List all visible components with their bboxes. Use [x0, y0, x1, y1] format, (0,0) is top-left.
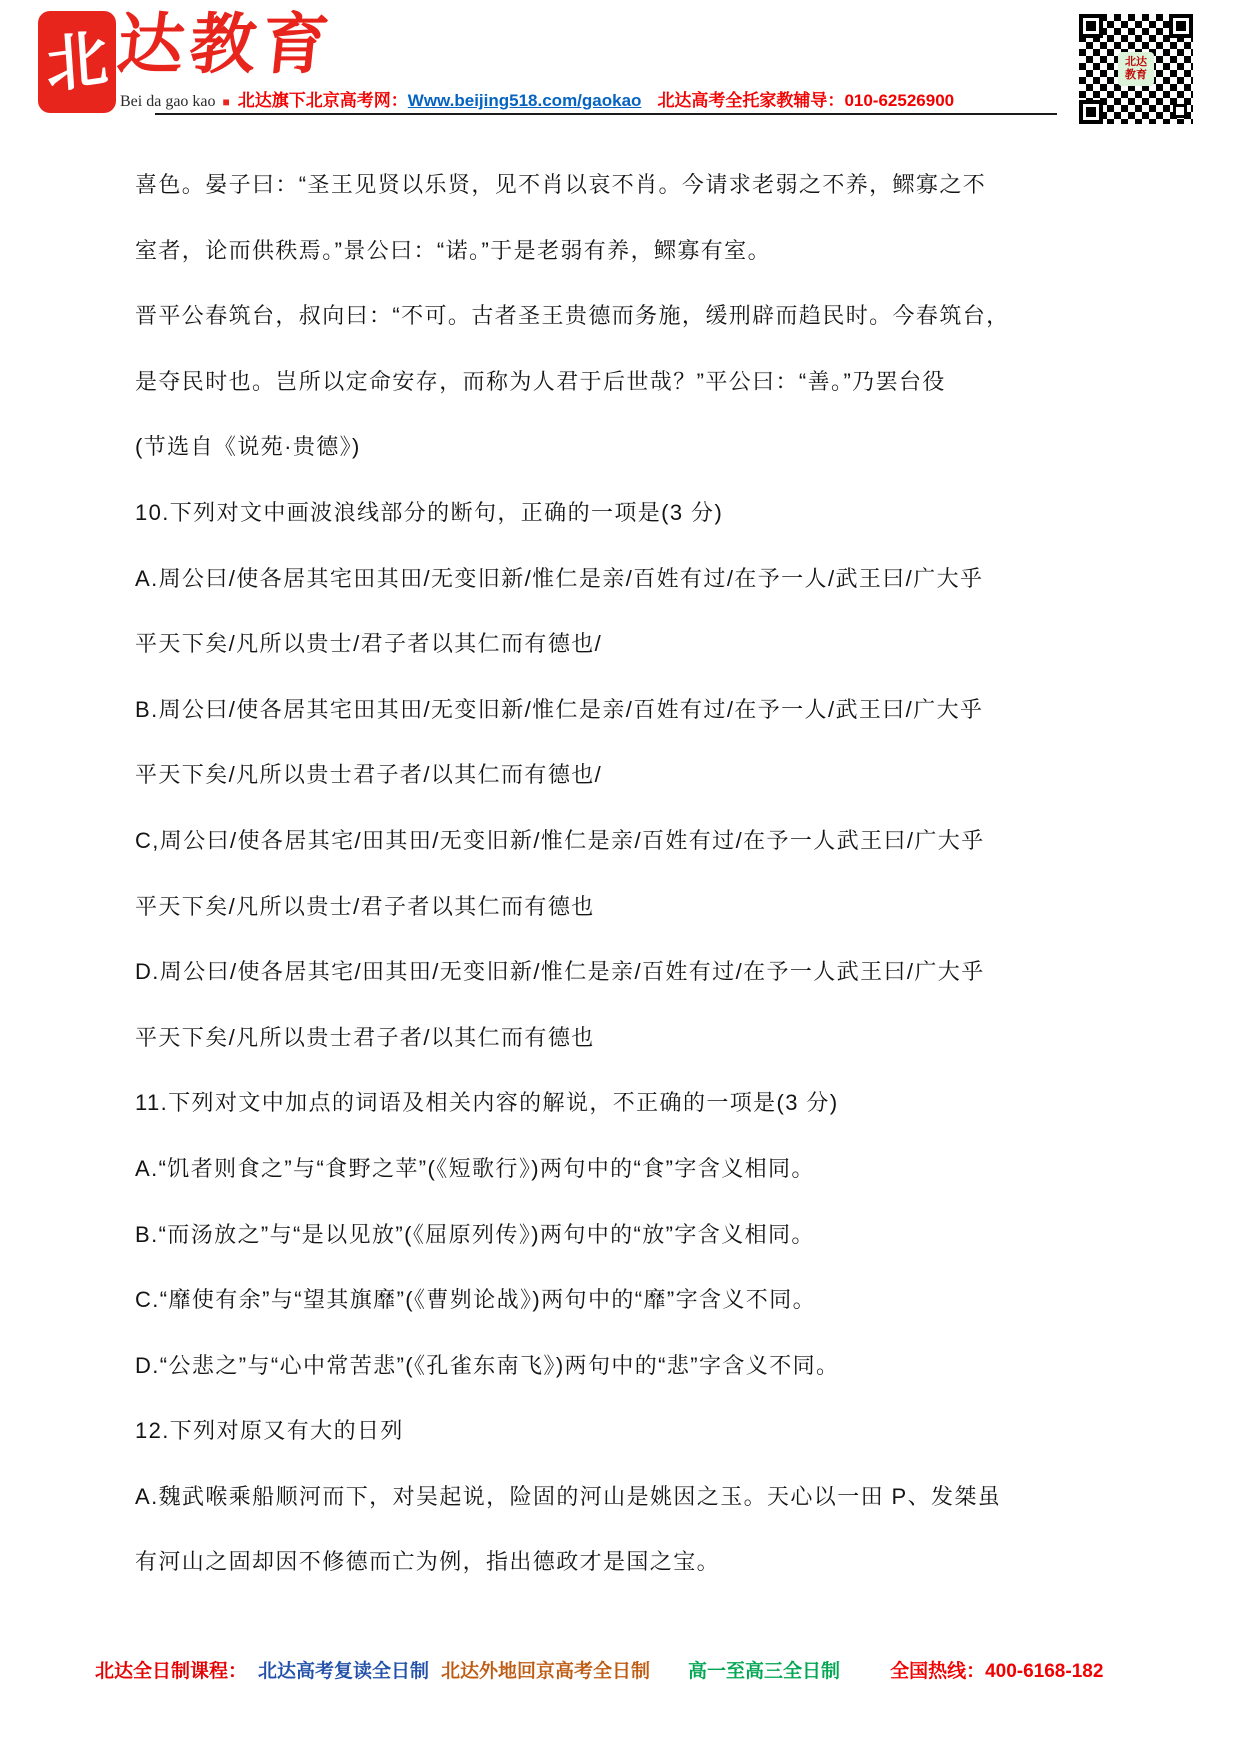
qr-finder-top-right	[1169, 14, 1193, 38]
qr-label-line1: 北达	[1125, 55, 1147, 69]
question-11-stem: 11.下列对文中加点的词语及相关内容的解说，不正确的一项是(3 分)	[135, 1090, 839, 1116]
footer-course-1: 北达高考复读全日制	[258, 1661, 430, 1682]
question-12-option-a: A.魏武喉乘船顺河而下，对吴起说，险固的河山是姚因之玉。天心以一田 P、发桀虽	[135, 1483, 1002, 1509]
question-10-option-a: A.周公曰/使各居其宅田其田/无变旧新/惟仁是亲/百姓有过/在予一人/武王曰/广大乎	[135, 565, 984, 591]
question-10-option-c: C,周公曰/使各居其宅/田其田/无变旧新/惟仁是亲/百姓有过/在予一人武王曰/广大乎	[135, 827, 985, 853]
question-10-option-d: D.周公曰/使各居其宅/田其田/无变旧新/惟仁是亲/百姓有过/在予一人武王曰/广大乎	[135, 959, 985, 985]
question-11-option-c: C.“靡使有余”与“望其旗靡”(《曹刿论战》)两句中的“靡”字含义不同。	[135, 1287, 817, 1313]
qr-center-label	[1118, 52, 1154, 86]
question-10-option-d-cont: 平天下矣/凡所以贵士君子者/以其仁而有德也	[135, 1024, 595, 1050]
logo-seal-icon	[40, 13, 114, 111]
footer	[95, 1656, 1195, 1683]
passage-line: 喜色。晏子曰：“圣王见贤以乐贤，见不肖以哀不肖。今请求老弱之不养，鳏寡之不	[135, 172, 987, 197]
qr-label-line2: 教育	[1125, 68, 1147, 81]
red-square-icon: ■	[222, 95, 230, 109]
question-10-option-a-cont: 平天下矣/凡所以贵士/君子者以其仁而有德也/	[135, 631, 603, 657]
question-10-option-c-cont: 平天下矣/凡所以贵士/君子者以其仁而有德也	[135, 893, 595, 919]
passage-line: 是夺民时也。岂所以定命安存，而称为人君于后世哉？”平公曰：“善。”乃罢台役	[135, 368, 946, 394]
header-tagline-row	[120, 86, 954, 111]
question-12-option-a-cont: 有河山之固却因不修德而亡为例，指出德政才是国之宝。	[135, 1549, 721, 1575]
qr-finder-top-left	[1079, 14, 1103, 38]
tagline-suffix: 北达高考全托家教辅导：	[657, 91, 845, 110]
brand-subtitle: Bei da gao kao	[120, 93, 216, 110]
logo-seal-char: 北	[43, 20, 111, 103]
question-10-option-b: B.周公曰/使各居其宅田其田/无变旧新/惟仁是亲/百姓有过/在予一人/武王曰/广大乎	[135, 696, 984, 722]
footer-course-3: 高一至高三全日制	[688, 1661, 841, 1682]
passage-line: 室者，论而供秩焉。”景公曰：“诺。”于是老弱有养，鳏寡有室。	[135, 237, 771, 263]
qr-code	[1079, 14, 1193, 124]
question-10-stem: 10.下列对文中画波浪线部分的断句，正确的一项是(3 分)	[135, 499, 724, 525]
website-link[interactable]: Www.beijing518.com/gaokao	[407, 91, 642, 110]
question-11-option-d: D.“公悲之”与“心中常苦悲”(《孔雀东南飞》)两句中的“悲”字含义不同。	[135, 1352, 840, 1378]
question-11-option-b: B.“而汤放之”与“是以见放”(《屈原列传》)两句中的“放”字含义相同。	[135, 1221, 815, 1247]
footer-hotline	[890, 1656, 1103, 1683]
qr-finder-bottom-left	[1079, 100, 1103, 124]
question-12-stem: 12.下列对原又有大的日列	[135, 1418, 404, 1444]
brand-title: 达教育	[113, 5, 339, 83]
qr-alignment-square	[1173, 104, 1187, 118]
passage-source: (节选自《说苑·贵德》)	[135, 434, 361, 460]
footer-course-2: 北达外地回京高考全日制	[441, 1661, 651, 1682]
question-11-option-a: A.“饥者则食之”与“食野之苹”(《短歌行》)两句中的“食”字含义相同。	[135, 1155, 815, 1181]
passage-line: 晋平公春筑台，叔向曰：“不可。古者圣王贵德而务施，缓刑辟而趋民时。今春筑台，	[135, 303, 1010, 329]
question-10-option-b-cont: 平天下矣/凡所以贵士君子者/以其仁而有德也/	[135, 762, 603, 788]
hotline-number: 400-6168-182	[985, 1661, 1104, 1682]
document-body	[135, 152, 1065, 1595]
header-divider	[155, 113, 1057, 115]
footer-label: 北达全日制课程：	[95, 1661, 248, 1682]
hotline-label: 全国热线：	[890, 1661, 986, 1682]
tagline-prefix: 北达旗下北京高考网：	[237, 91, 408, 110]
header-phone: 010-62526900	[844, 91, 955, 110]
header-tagline	[238, 86, 954, 111]
